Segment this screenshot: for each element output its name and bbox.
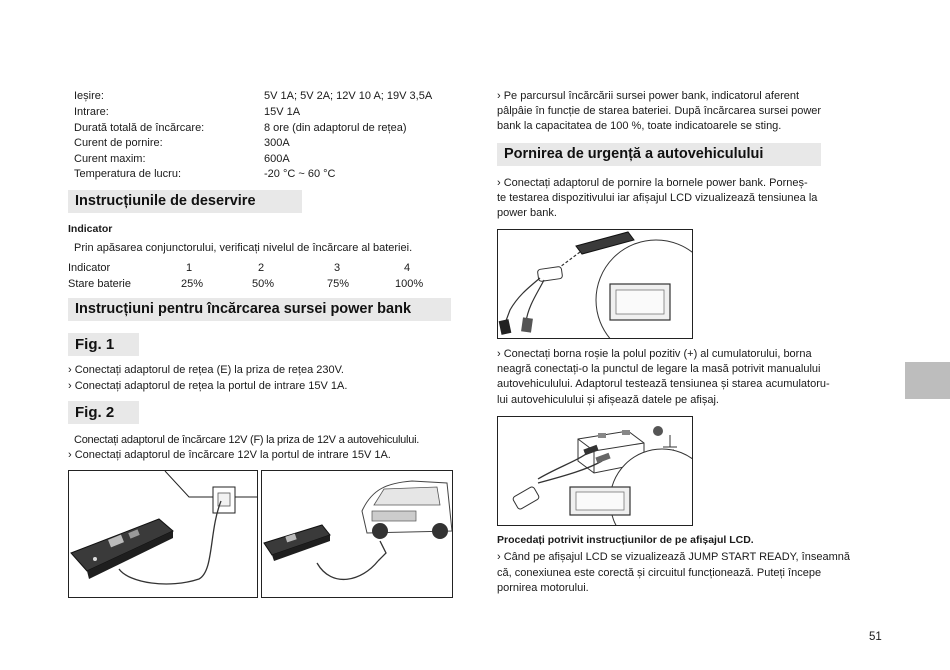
para2-line: › Conectați borna roșie la polul pozitiv (+) al cumulatorului, borna (497, 348, 812, 360)
charging-heading: Instrucțiuni pentru încărcarea sursei power bank (68, 298, 451, 321)
spec-label: Durată totală de încărcare: (74, 122, 205, 134)
spec-label: Curent de pornire: (74, 137, 163, 149)
table-cell: 2 (258, 262, 265, 274)
table-cell: 25% (181, 278, 204, 290)
fig1-line: › Conectați adaptorul de rețea (E) la priza de rețea 230V. (68, 364, 344, 376)
para1-line: power bank. (497, 207, 557, 219)
table-cell: 1 (186, 262, 193, 274)
table-cell: 4 (404, 262, 411, 274)
fig2-illustration (261, 470, 453, 598)
para3-line: că, conexiunea este corectă și circuitul funcționează. Puteți începe (497, 567, 822, 579)
spec-value: -20 °C ~ 60 °C (264, 168, 336, 180)
spec-row (74, 105, 474, 120)
intro-line: pâlpâie în funcție de starea bateriei. După încărcarea sursei power (497, 105, 822, 117)
para3-line: pornirea motorului. (497, 582, 589, 594)
spec-row (74, 167, 474, 182)
spec-value: 5V 1A; 5V 2A; 12V 10 A; 19V 3,5A (264, 90, 433, 102)
fig2-line: › Conectați adaptorul de încărcare 12V la portul de intrare 15V 1A. (68, 449, 391, 461)
fig1-label: Fig. 1 (68, 333, 139, 356)
table-cell: 75% (327, 278, 350, 290)
para2-line: lui autovehiculului și afișează datele pe afișaj. (497, 394, 719, 406)
power-bank-icon (71, 519, 173, 579)
spec-value: 15V 1A (264, 106, 301, 118)
spec-row (74, 121, 474, 136)
fig1-line: › Conectați adaptorul de rețea la portul de intrare 15V 1A. (68, 380, 348, 392)
spec-label: Ieșire: (74, 90, 104, 102)
table-cell: 100% (395, 278, 424, 290)
spec-value: 600A (264, 153, 290, 165)
spec-value: 8 ore (din adaptorul de rețea) (264, 122, 407, 134)
indicator-title: Indicator (68, 223, 113, 235)
indicator-text: Prin apăsarea conjunctorului, verificați nivelul de încărcare al bateriei. (74, 242, 413, 254)
section-tab (905, 362, 950, 399)
intro-line: bank la capacitatea de 100 %, toate indicatoarele se sting. (497, 120, 782, 132)
para1-line: te testarea dispozitivului iar afișajul LCD vizualizează tensiunea la (497, 192, 818, 204)
para1-line: › Conectați adaptorul de pornire la bornele power bank. Porneș- (497, 177, 808, 189)
start-adapter-illustration (497, 229, 693, 339)
table-cell: Indicator (68, 262, 111, 274)
car-icon (362, 481, 452, 539)
spec-row (74, 136, 474, 151)
service-heading: Instrucțiunile de deservire (68, 190, 302, 213)
power-bank-icon (264, 525, 330, 561)
page-number: 51 (869, 631, 882, 643)
para2-line: neagră conectați-o la punctul de legare la masă potrivit manualului (497, 363, 821, 375)
para2-line: autovehiculului. Adaptorul testează tensiunea și starea acumulatoru- (497, 378, 830, 390)
battery-connection-illustration (497, 416, 693, 526)
spec-label: Intrare: (74, 106, 109, 118)
intro-line: › Pe parcursul încărcării sursei power bank, indicatorul aferent (497, 90, 800, 102)
fig2-label: Fig. 2 (68, 401, 139, 424)
emergency-start-heading: Pornirea de urgență a autovehiculului (497, 143, 821, 166)
para3-line: › Când pe afișajul LCD se vizualizează JUMP START READY, înseamnă (497, 551, 850, 563)
table-row (68, 277, 468, 292)
spec-row (74, 152, 474, 167)
spec-value: 300A (264, 137, 290, 149)
spec-label: Curent maxim: (74, 153, 146, 165)
spec-row (74, 89, 474, 104)
table-cell: 50% (252, 278, 275, 290)
fig1-illustration (68, 470, 258, 598)
spec-label: Temperatura de lucru: (74, 168, 181, 180)
table-row (68, 261, 468, 276)
table-cell: 3 (334, 262, 341, 274)
table-cell: Stare baterie (68, 278, 131, 290)
fig2-line: Conectați adaptorul de încărcare 12V (F) la priza de 12V a autovehiculului. (74, 434, 420, 446)
lcd-instructions-title: Procedați potrivit instrucțiunilor de pe afișajul LCD. (497, 534, 754, 546)
